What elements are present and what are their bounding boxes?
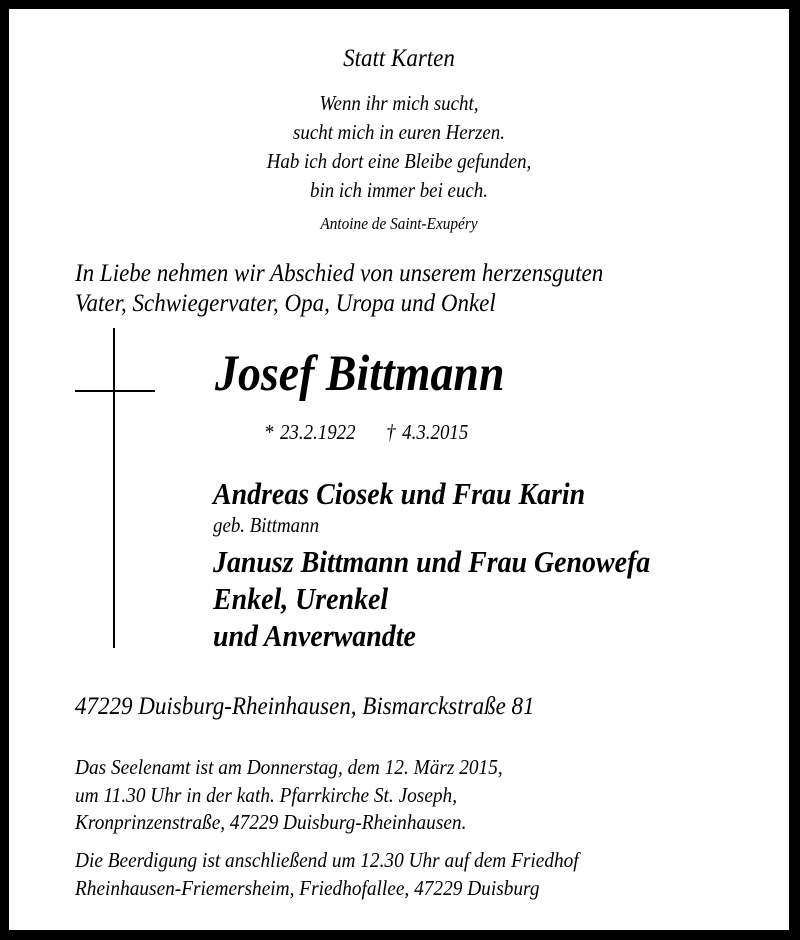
poem-author: Antoine de Saint-Exupéry [320, 214, 478, 233]
obituary-notice [9, 9, 789, 930]
death-date: † 4.3.2015 [386, 420, 469, 444]
life-dates [264, 420, 468, 445]
mourners-list [213, 475, 650, 654]
notice-heading: Statt Karten [343, 45, 455, 72]
burial-line: Rheinhausen-Friemersheim, Friedhofallee, 47229 Duisburg [75, 875, 540, 900]
service-line: Kronprinzenstraße, 47229 Duisburg-Rheinhausen. [75, 810, 467, 834]
mourner-line: Janusz Bittmann und Frau Genowefa [213, 544, 651, 579]
deceased-name: Josef Bittmann [215, 346, 505, 402]
cross-icon [113, 328, 115, 648]
service-info [75, 754, 503, 837]
mourner-line: und Anverwandte [213, 618, 416, 653]
poem [9, 89, 789, 205]
poem-line: bin ich immer bei euch. [310, 178, 488, 202]
family-address: 47229 Duisburg-Rheinhausen, Bismarckstraße 81 [75, 693, 535, 720]
service-line: Das Seelenamt ist am Donnerstag, dem 12. März 2015, [75, 755, 503, 779]
poem-line: Wenn ihr mich sucht, [319, 91, 479, 115]
burial-info [75, 847, 579, 902]
mourner-note: geb. Bittmann [213, 513, 320, 537]
service-line: um 11.30 Uhr in der kath. Pfarrkirche St. Joseph, [75, 782, 458, 807]
poem-line: Hab ich dort eine Bleibe gefunden, [266, 149, 532, 173]
mourner-line: Enkel, Urenkel [213, 581, 389, 616]
poem-line: sucht mich in euren Herzen. [293, 120, 505, 144]
cross-icon-bar [75, 390, 155, 392]
intro-line: Vater, Schwiegervater, Opa, Uropa und Onkel [75, 290, 496, 317]
birth-date: * 23.2.1922 [264, 420, 356, 444]
burial-line: Die Beerdigung ist anschließend um 12.30 Uhr auf dem Friedhof [75, 848, 579, 872]
intro-text [75, 259, 603, 319]
mourner-line: Andreas Ciosek und Frau Karin [213, 476, 586, 511]
intro-line: In Liebe nehmen wir Abschied von unserem herzensguten [75, 260, 604, 287]
